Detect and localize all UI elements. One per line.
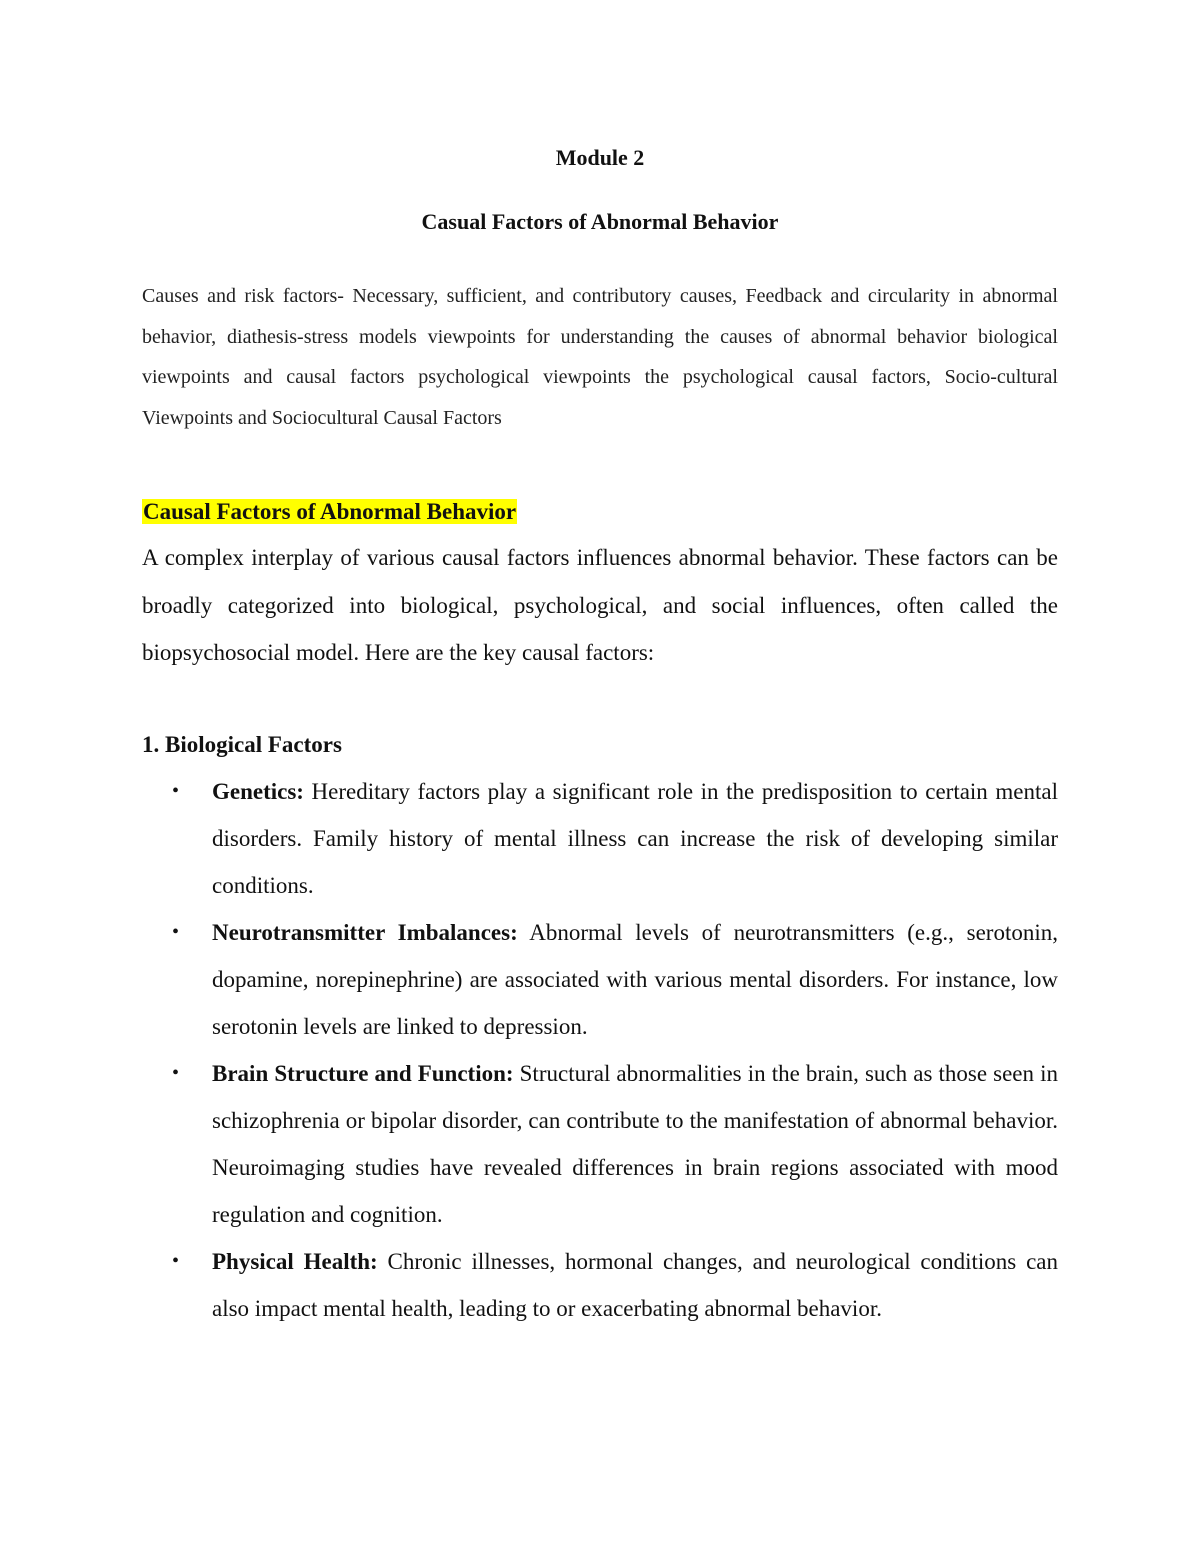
list-item-term: Brain Structure and Function: xyxy=(212,1060,514,1086)
syllabus-paragraph: Causes and risk factors- Necessary, sufficient, and contributory causes, Feedback and circularity in abnormal behavior, diathesis-stress models viewpoints for understanding the causes of abnormal behavior biological viewpoints and causal factors psychological viewpoints the psychological causal factors, Socio-cultural Viewpoints and Sociocultural Causal Factors xyxy=(142,285,1058,429)
bullet-icon: • xyxy=(172,779,180,802)
list-item-text: Abnormal levels of neurotransmitters (e.g., serotonin, dopamine, norepinephrine) are associated with various mental disorders. For instance, low serotonin levels are linked to depression. xyxy=(212,919,1058,1039)
list-item-text: Chronic illnesses, hormonal changes, and neurological conditions can also impact mental health, leading to or exacerbating abnormal behavior. xyxy=(212,1248,1058,1321)
bullet-icon: • xyxy=(172,1249,180,1272)
intro-paragraph: A complex interplay of various causal factors influences abnormal behavior. These factors can be broadly categorized into biological, psychological, and social influences, often called the biopsychosocial model. Here are the key causal factors: xyxy=(142,545,1058,666)
list-item xyxy=(142,768,1058,909)
biological-factors-list xyxy=(142,768,1058,1332)
bullet-icon: • xyxy=(172,920,180,943)
list-item xyxy=(142,1238,1058,1332)
section-heading xyxy=(142,494,1058,530)
list-item-term: Neurotransmitter Imbalances: xyxy=(212,919,518,945)
document-title: Casual Factors of Abnormal Behavior xyxy=(421,209,779,234)
list-item-term: Physical Health: xyxy=(212,1248,378,1274)
list-item-text: Structural abnormalities in the brain, such as those seen in schizophrenia or bipolar disorder, can contribute to the manifestation of abnormal behavior. Neuroimaging studies have revealed differences in brain regions associated with mood regulation and cognition. xyxy=(212,1060,1058,1227)
list-item-term: Genetics: xyxy=(212,778,304,804)
module-title: Module 2 xyxy=(555,145,645,170)
list-item-text: Hereditary factors play a significant role in the predisposition to certain mental disorders. Family history of mental illness can increase the risk of developing similar conditions. xyxy=(212,778,1058,898)
list-item xyxy=(142,909,1058,1050)
subsection-heading: 1. Biological Factors xyxy=(142,731,342,757)
list-item xyxy=(142,1050,1058,1238)
section-heading-highlight: Causal Factors of Abnormal Behavior xyxy=(143,499,517,525)
bullet-icon: • xyxy=(172,1061,180,1084)
page-content xyxy=(142,140,1058,1332)
